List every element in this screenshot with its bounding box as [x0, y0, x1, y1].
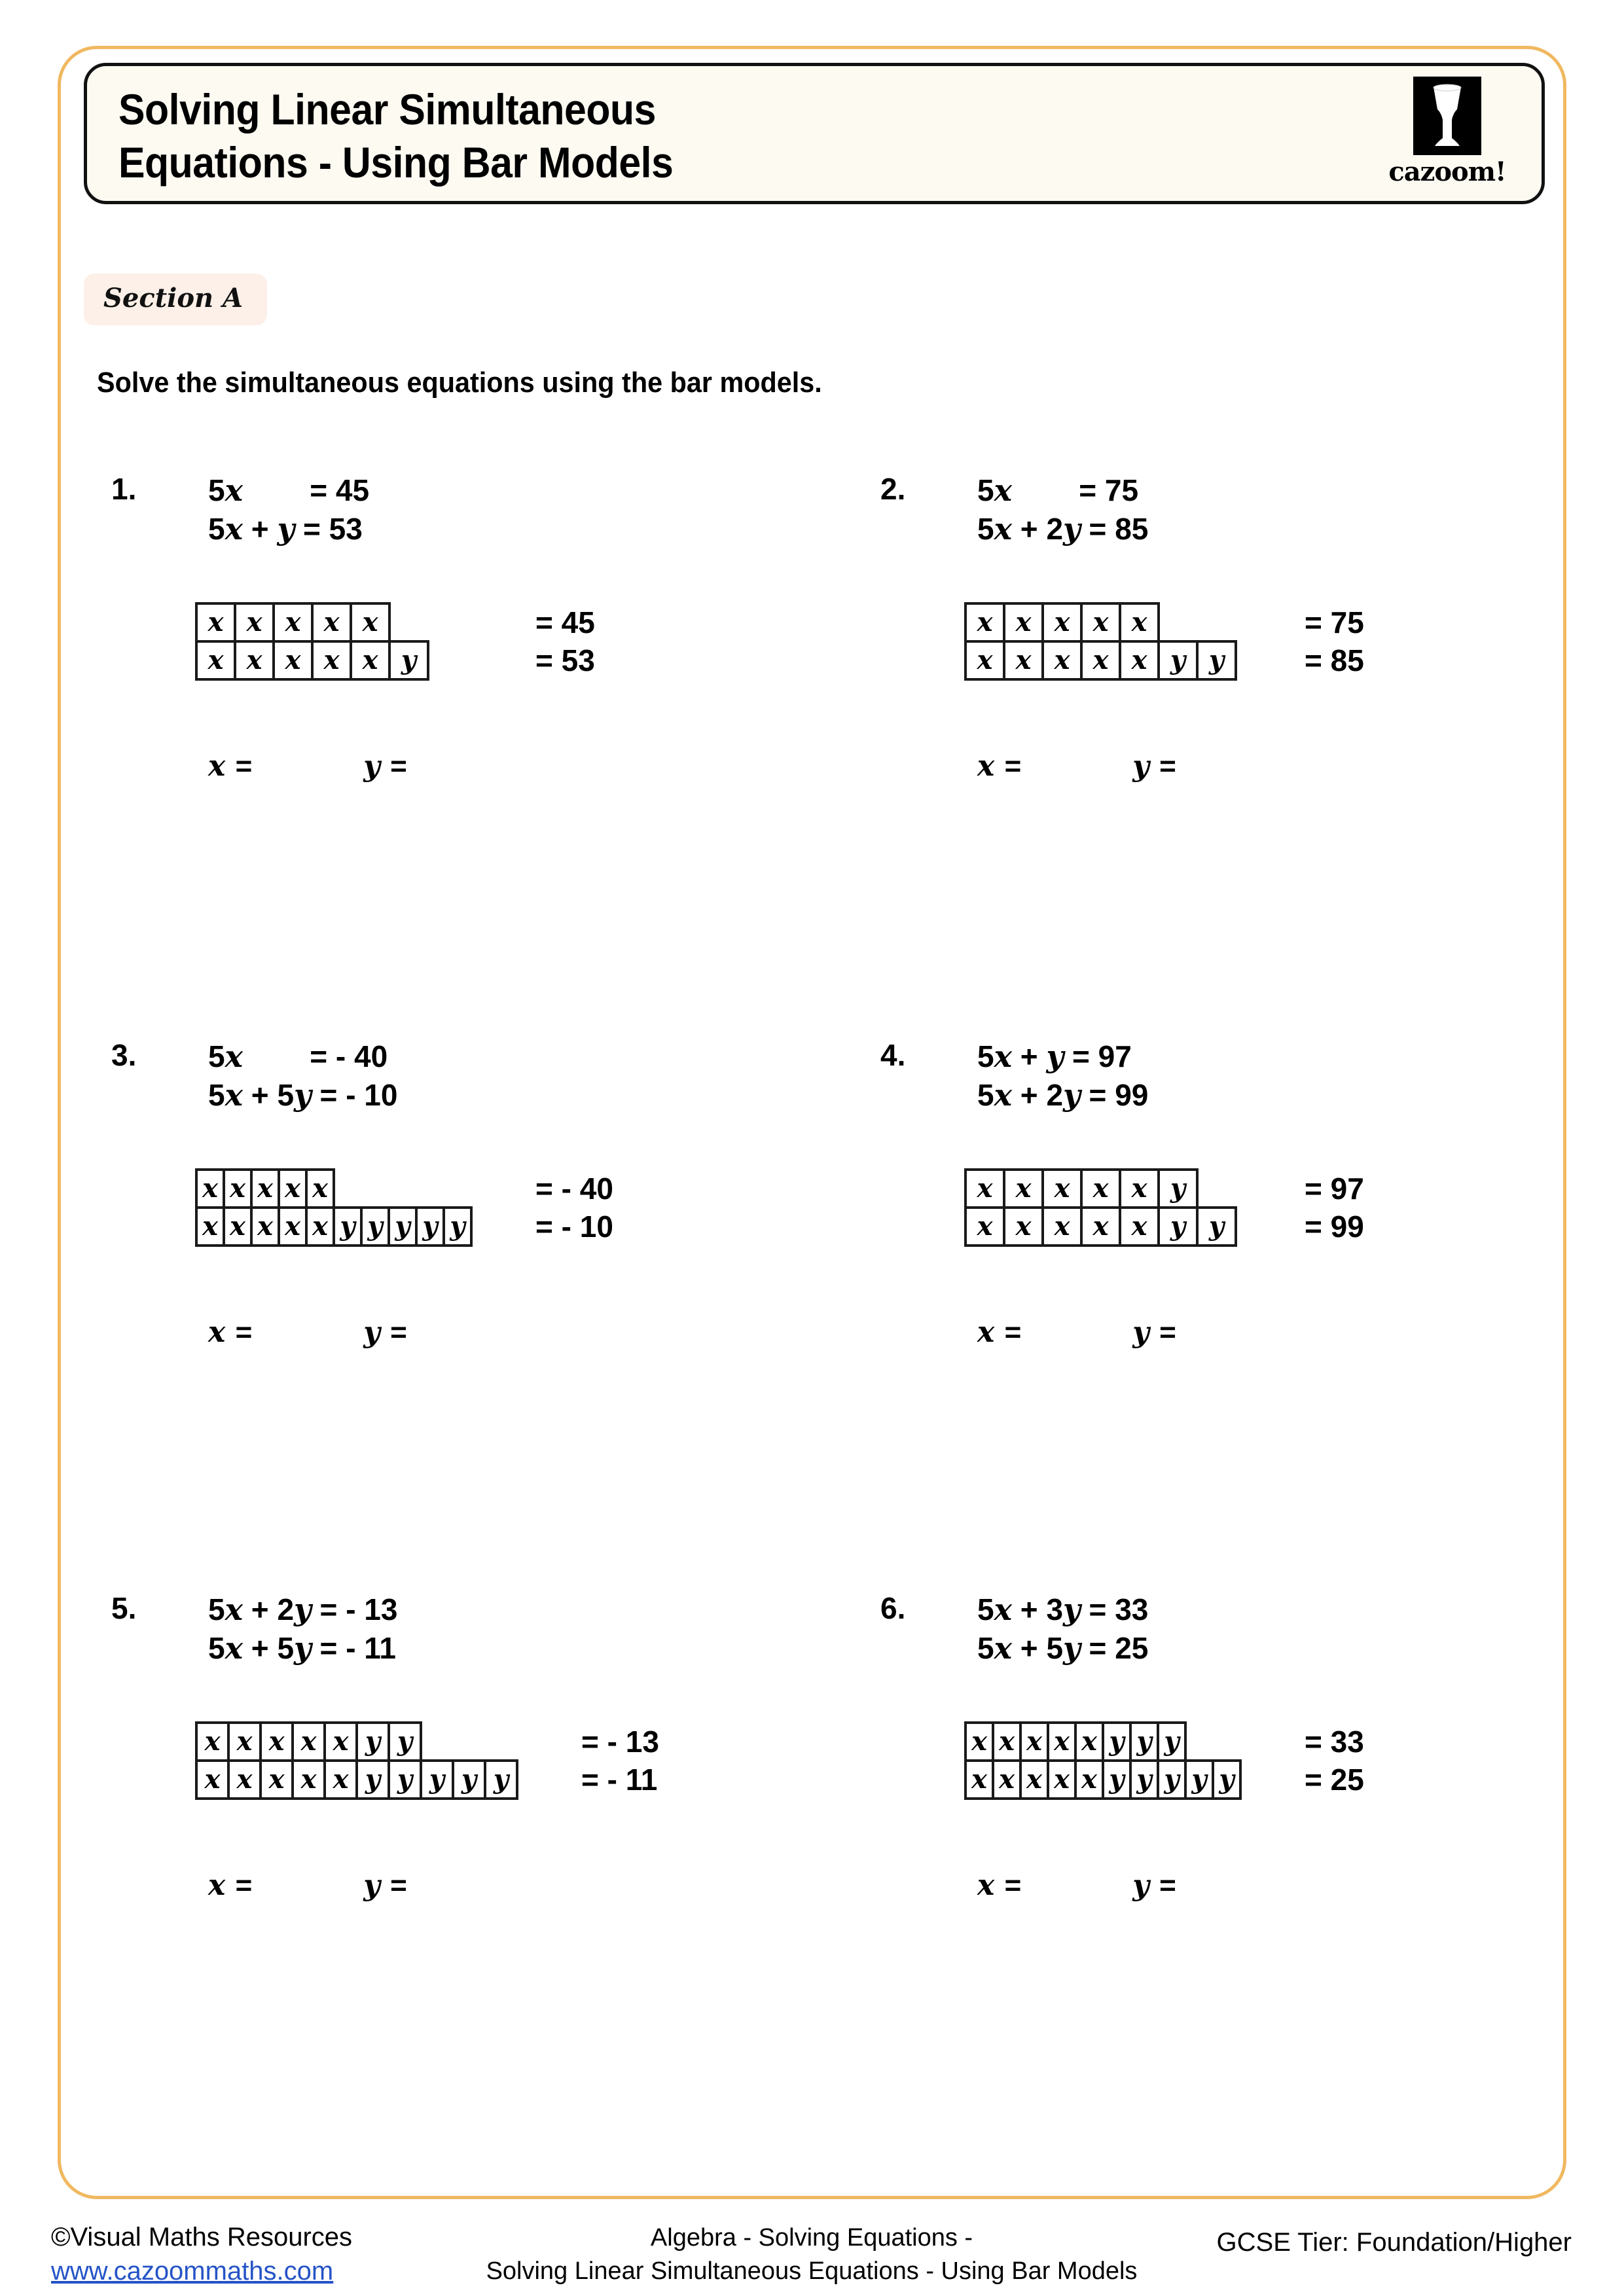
- bar-row: [195, 1206, 613, 1247]
- bar-cell-y: y: [1157, 1206, 1199, 1247]
- bar-cell-x: x: [195, 1759, 230, 1800]
- bar-cell-y: y: [1212, 1759, 1242, 1800]
- website-link[interactable]: www.cazoommaths.com: [51, 2257, 334, 2286]
- answer-y[interactable]: y =: [1132, 1316, 1176, 1349]
- bar-cell-x: x: [323, 1721, 358, 1762]
- bar-cell-y: y: [484, 1759, 518, 1800]
- bar-cell-x: x: [1119, 640, 1160, 681]
- bar-cell-x: x: [305, 1168, 335, 1209]
- bar-cell-x: x: [272, 602, 314, 643]
- bar-cell-y: y: [415, 1206, 445, 1247]
- bar-cell-x: x: [1003, 640, 1044, 681]
- bar-cell-x: x: [227, 1759, 262, 1800]
- bar-cell-y: y: [1157, 640, 1199, 681]
- title-line-1: Solving Linear Simultaneous: [118, 85, 656, 134]
- bar-cell-x: x: [195, 1168, 225, 1209]
- equation-pair: [208, 1037, 397, 1115]
- equation-pair: [977, 471, 1148, 548]
- answer-y[interactable]: y =: [363, 749, 407, 783]
- bar-cell-x: x: [350, 602, 391, 643]
- footer-topic: [419, 2221, 1204, 2289]
- bar-cell-x: x: [259, 1721, 294, 1762]
- bar-cell-x: x: [964, 1168, 1005, 1209]
- equation-1: 5x + 2y = - 13: [208, 1592, 398, 1627]
- equation-pair: [208, 471, 369, 548]
- bar-total: = - 13: [581, 1725, 659, 1759]
- bar-cell-x: x: [223, 1168, 253, 1209]
- bar-cell-y: y: [1157, 1759, 1187, 1800]
- bar-cell-x: x: [964, 640, 1005, 681]
- bar-cell-x: x: [1119, 1206, 1160, 1247]
- bar-cell-x: x: [964, 1206, 1005, 1247]
- answer-x[interactable]: x =: [208, 749, 253, 783]
- bar-cell-x: x: [992, 1721, 1022, 1762]
- bar-cell-x: x: [278, 1206, 308, 1247]
- bar-model: [195, 1168, 613, 1247]
- bar-cell-x: x: [305, 1206, 335, 1247]
- cazoom-logo: [1382, 77, 1513, 196]
- answer-slots: [977, 749, 1176, 783]
- section-instruction: Solve the simultaneous equations using the bar models.: [97, 367, 822, 399]
- copyright-text: ©Visual Maths Resources: [51, 2223, 353, 2251]
- section-badge: [84, 274, 267, 325]
- bar-cell-y: y: [1102, 1721, 1132, 1762]
- equation-1: 5x + y = 97: [977, 1039, 1132, 1074]
- bar-cell-y: y: [1196, 640, 1237, 681]
- bar-cell-y: y: [333, 1206, 363, 1247]
- equation-1: 5x = 45: [208, 473, 370, 508]
- answer-slots: [208, 749, 407, 783]
- logo-wordmark: cazoom!: [1388, 156, 1506, 187]
- answer-y[interactable]: y =: [1132, 749, 1176, 783]
- bar-total: = 75: [1305, 605, 1364, 639]
- bar-model: [195, 1721, 659, 1800]
- worksheet-header: [84, 63, 1545, 204]
- equation-2: 5x + 5y = - 11: [208, 1630, 396, 1666]
- answer-x[interactable]: x =: [208, 1316, 253, 1349]
- bar-cell-x: x: [1047, 1759, 1077, 1800]
- bar-total: = - 11: [581, 1763, 658, 1797]
- bar-cell-y: y: [388, 1759, 422, 1800]
- footer-tier: GCSE Tier: Foundation/Higher: [1216, 2228, 1572, 2257]
- bar-cell-y: y: [388, 1721, 422, 1762]
- bar-row: [964, 602, 1364, 643]
- bar-row: [964, 1721, 1364, 1762]
- question-number: 4.: [880, 1038, 906, 1072]
- equation-2: 5x + 5y = - 10: [208, 1077, 398, 1113]
- bar-row: [195, 1721, 659, 1762]
- equation-2: 5x + 5y = 25: [977, 1630, 1149, 1666]
- bar-cell-x: x: [1041, 640, 1083, 681]
- equation-1: 5x + 3y = 33: [977, 1592, 1149, 1627]
- equation-1: 5x = - 40: [208, 1039, 388, 1074]
- bar-cell-y: y: [420, 1759, 454, 1800]
- question-number: 1.: [111, 472, 137, 506]
- bar-cell-x: x: [1041, 1206, 1083, 1247]
- bar-cell-y: y: [355, 1721, 390, 1762]
- bar-cell-y: y: [452, 1759, 486, 1800]
- bar-cell-x: x: [1080, 1168, 1121, 1209]
- bar-cell-x: x: [1003, 1206, 1044, 1247]
- bar-cell-x: x: [291, 1759, 326, 1800]
- bar-row: [195, 1759, 658, 1800]
- answer-slots: [208, 1869, 407, 1902]
- bar-cell-y: y: [1184, 1759, 1214, 1800]
- bar-cell-x: x: [311, 602, 352, 643]
- bar-total: = 25: [1305, 1763, 1364, 1797]
- bar-cell-x: x: [1119, 602, 1160, 643]
- bar-row: [195, 1168, 613, 1209]
- bar-cell-y: y: [1129, 1759, 1159, 1800]
- question-number: 5.: [111, 1591, 137, 1625]
- bar-total: = - 40: [535, 1172, 613, 1206]
- bar-cell-x: x: [1119, 1168, 1160, 1209]
- bar-cell-x: x: [1080, 640, 1121, 681]
- bar-cell-y: y: [1157, 1168, 1199, 1209]
- bar-cell-x: x: [195, 640, 236, 681]
- bar-model: [964, 1168, 1364, 1247]
- bar-cell-x: x: [992, 1759, 1022, 1800]
- bar-cell-x: x: [250, 1168, 280, 1209]
- bar-cell-x: x: [223, 1206, 253, 1247]
- bar-cell-x: x: [350, 640, 391, 681]
- bar-cell-x: x: [964, 1759, 994, 1800]
- bar-total: = 97: [1305, 1172, 1364, 1206]
- bar-row: [964, 1759, 1364, 1800]
- question-number: 2.: [880, 472, 906, 506]
- bar-cell-y: y: [442, 1206, 473, 1247]
- bar-cell-y: y: [360, 1206, 390, 1247]
- bar-cell-x: x: [323, 1759, 358, 1800]
- equation-pair: [208, 1590, 397, 1668]
- bar-cell-y: y: [388, 1206, 418, 1247]
- bar-cell-x: x: [964, 1721, 994, 1762]
- answer-x[interactable]: x =: [977, 749, 1022, 783]
- bar-cell-y: y: [1157, 1721, 1187, 1762]
- bar-cell-x: x: [311, 640, 352, 681]
- bar-cell-x: x: [1003, 1168, 1044, 1209]
- equation-1: 5x = 75: [977, 473, 1139, 508]
- equation-2: 5x + y = 53: [208, 511, 363, 547]
- answer-x[interactable]: x =: [208, 1869, 253, 1902]
- bar-cell-y: y: [1102, 1759, 1132, 1800]
- bar-cell-x: x: [964, 602, 1005, 643]
- bar-cell-x: x: [1074, 1759, 1104, 1800]
- equation-2: 5x + 2y = 85: [977, 511, 1149, 547]
- bar-cell-y: y: [388, 640, 429, 681]
- bar-cell-x: x: [278, 1168, 308, 1209]
- topic-line-1: Algebra - Solving Equations -: [650, 2224, 973, 2251]
- answer-y[interactable]: y =: [363, 1869, 407, 1902]
- bar-cell-x: x: [195, 1721, 230, 1762]
- bar-cell-x: x: [1074, 1721, 1104, 1762]
- bar-cell-x: x: [234, 640, 275, 681]
- bar-cell-x: x: [1041, 602, 1083, 643]
- bar-cell-x: x: [250, 1206, 280, 1247]
- bar-cell-x: x: [1080, 1206, 1121, 1247]
- bar-total: = 85: [1305, 643, 1364, 677]
- answer-y[interactable]: y =: [363, 1316, 407, 1349]
- bar-model: [964, 1721, 1364, 1800]
- bar-total: = 53: [535, 643, 595, 677]
- answer-slots: [977, 1869, 1176, 1902]
- equation-2: 5x + 2y = 99: [977, 1077, 1149, 1113]
- bar-total: = 45: [535, 605, 595, 639]
- bar-cell-x: x: [1019, 1759, 1049, 1800]
- bar-cell-y: y: [1196, 1206, 1237, 1247]
- bar-model: [195, 602, 595, 681]
- topic-line-2: Solving Linear Simultaneous Equations - Using Bar Models: [486, 2257, 1138, 2286]
- bar-cell-x: x: [234, 602, 275, 643]
- bar-row: [964, 640, 1364, 681]
- section-label: Section A: [103, 283, 244, 314]
- bar-cell-x: x: [272, 640, 314, 681]
- bar-cell-y: y: [355, 1759, 390, 1800]
- question-number: 3.: [111, 1038, 137, 1072]
- bar-cell-x: x: [195, 1206, 225, 1247]
- equation-pair: [977, 1037, 1148, 1115]
- answer-y[interactable]: y =: [1132, 1869, 1176, 1902]
- bar-cell-x: x: [195, 602, 236, 643]
- question-number: 6.: [880, 1591, 906, 1625]
- bar-cell-x: x: [1041, 1168, 1083, 1209]
- bar-cell-x: x: [227, 1721, 262, 1762]
- answer-slots: [208, 1316, 407, 1349]
- answer-x[interactable]: x =: [977, 1869, 1022, 1902]
- bar-total: = 33: [1305, 1725, 1364, 1759]
- djembe-drum-icon: [1413, 77, 1481, 155]
- bar-cell-y: y: [1129, 1721, 1159, 1762]
- equation-pair: [977, 1590, 1148, 1668]
- bar-cell-x: x: [1019, 1721, 1049, 1762]
- bar-row: [964, 1206, 1364, 1247]
- bar-cell-x: x: [1003, 602, 1044, 643]
- bar-row: [195, 640, 595, 681]
- bar-cell-x: x: [259, 1759, 294, 1800]
- bar-total: = - 10: [535, 1210, 613, 1244]
- bar-cell-x: x: [1080, 602, 1121, 643]
- answer-slots: [977, 1316, 1176, 1349]
- title-line-2: Equations - Using Bar Models: [118, 137, 674, 187]
- page-title: [118, 83, 1202, 188]
- bar-cell-x: x: [291, 1721, 326, 1762]
- bar-total: = 99: [1305, 1210, 1364, 1244]
- worksheet-footer: [0, 2220, 1624, 2296]
- bar-row: [195, 602, 595, 643]
- bar-row: [964, 1168, 1364, 1209]
- bar-model: [964, 602, 1364, 681]
- bar-cell-x: x: [1047, 1721, 1077, 1762]
- answer-x[interactable]: x =: [977, 1316, 1022, 1349]
